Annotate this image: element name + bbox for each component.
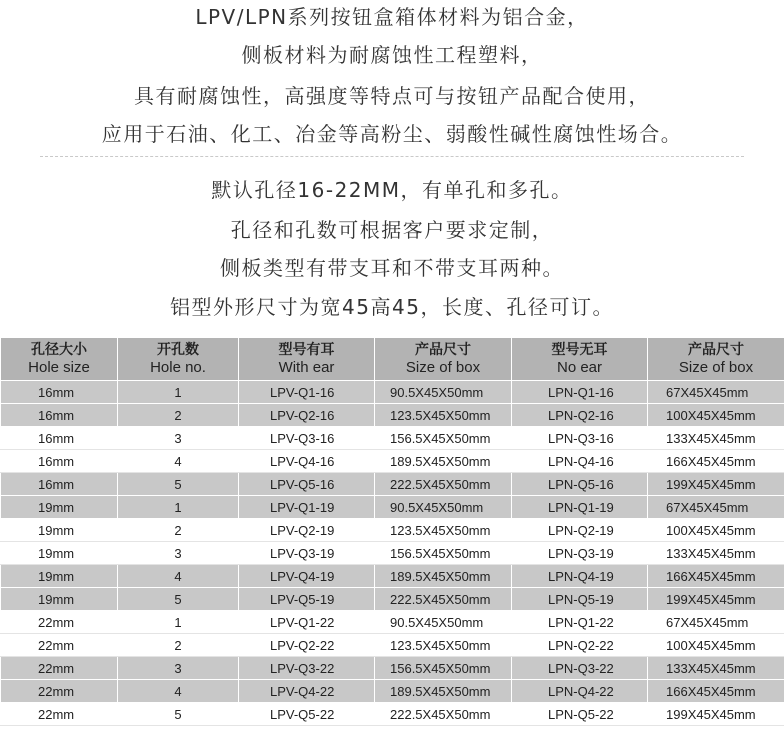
hole-no-cell: 3 xyxy=(118,427,239,450)
no-ear-model-cell: LPN-Q1-16 xyxy=(512,381,648,404)
with-ear-model-cell: LPV-Q1-16 xyxy=(239,381,375,404)
no-ear-model-cell: LPN-Q3-19 xyxy=(512,542,648,565)
no-ear-model-cell: LPN-Q3-22 xyxy=(512,657,648,680)
spec-table xyxy=(0,337,784,726)
dashed-divider xyxy=(40,156,744,157)
hole-size-cell: 19mm xyxy=(1,565,118,588)
hole-no-cell: 3 xyxy=(118,657,239,680)
with-ear-model-cell: LPV-Q3-22 xyxy=(239,657,375,680)
hole-no-cell: 4 xyxy=(118,680,239,703)
spec-line-1: 默认孔径16-22MM，有单孔和多孔。 xyxy=(211,178,573,202)
with-ear-size-cell: 189.5X45X50mm xyxy=(375,450,512,473)
table-row xyxy=(1,496,784,519)
with-ear-size-cell: 90.5X45X50mm xyxy=(375,496,512,519)
hole-size-cell: 22mm xyxy=(1,611,118,634)
hole-size-cell: 19mm xyxy=(1,519,118,542)
hole-no-cell: 1 xyxy=(118,496,239,519)
hole-no-cell: 2 xyxy=(118,404,239,427)
with-ear-size-cell: 90.5X45X50mm xyxy=(375,611,512,634)
table-row xyxy=(1,565,784,588)
header-size-no-ear: 产品尺寸 Size of box xyxy=(648,338,784,381)
hole-size-cell: 16mm xyxy=(1,404,118,427)
table-row xyxy=(1,450,784,473)
hole-no-cell: 3 xyxy=(118,542,239,565)
no-ear-model-cell: LPN-Q2-22 xyxy=(512,634,648,657)
no-ear-size-cell: 166X45X45mm xyxy=(648,565,784,588)
hole-size-cell: 19mm xyxy=(1,588,118,611)
with-ear-size-cell: 123.5X45X50mm xyxy=(375,404,512,427)
header-no-ear: 型号无耳 No ear xyxy=(512,338,648,381)
hole-size-cell: 22mm xyxy=(1,703,118,726)
hole-size-cell: 19mm xyxy=(1,496,118,519)
with-ear-size-cell: 156.5X45X50mm xyxy=(375,542,512,565)
table-row xyxy=(1,680,784,703)
with-ear-model-cell: LPV-Q2-16 xyxy=(239,404,375,427)
with-ear-model-cell: LPV-Q5-16 xyxy=(239,473,375,496)
with-ear-size-cell: 90.5X45X50mm xyxy=(375,381,512,404)
no-ear-size-cell: 67X45X45mm xyxy=(648,496,784,519)
spec-line-4: 铝型外形尺寸为宽45高45，长度、孔径可订。 xyxy=(170,295,614,319)
hole-size-cell: 22mm xyxy=(1,680,118,703)
with-ear-model-cell: LPV-Q3-19 xyxy=(239,542,375,565)
no-ear-model-cell: LPN-Q5-19 xyxy=(512,588,648,611)
hole-no-cell: 2 xyxy=(118,634,239,657)
no-ear-size-cell: 100X45X45mm xyxy=(648,404,784,427)
with-ear-size-cell: 123.5X45X50mm xyxy=(375,519,512,542)
with-ear-model-cell: LPV-Q4-22 xyxy=(239,680,375,703)
table-body xyxy=(1,381,784,726)
no-ear-size-cell: 133X45X45mm xyxy=(648,657,784,680)
hole-no-cell: 4 xyxy=(118,565,239,588)
no-ear-size-cell: 133X45X45mm xyxy=(648,542,784,565)
table-header-row xyxy=(1,338,784,381)
table-row xyxy=(1,657,784,680)
with-ear-size-cell: 189.5X45X50mm xyxy=(375,565,512,588)
table-row xyxy=(1,519,784,542)
hole-size-cell: 16mm xyxy=(1,450,118,473)
no-ear-size-cell: 67X45X45mm xyxy=(648,611,784,634)
no-ear-size-cell: 199X45X45mm xyxy=(648,473,784,496)
no-ear-size-cell: 199X45X45mm xyxy=(648,703,784,726)
no-ear-model-cell: LPN-Q2-19 xyxy=(512,519,648,542)
spec-line-2: 孔径和孔数可根据客户要求定制， xyxy=(230,218,554,242)
hole-no-cell: 1 xyxy=(118,381,239,404)
description-line-1: LPV/LPN系列按钮盒箱体材料为铝合金， xyxy=(195,5,589,29)
no-ear-model-cell: LPN-Q4-16 xyxy=(512,450,648,473)
with-ear-model-cell: LPV-Q4-16 xyxy=(239,450,375,473)
no-ear-size-cell: 199X45X45mm xyxy=(648,588,784,611)
with-ear-size-cell: 222.5X45X50mm xyxy=(375,473,512,496)
header-with-ear: 型号有耳 With ear xyxy=(239,338,375,381)
description-line-4: 应用于石油、化工、冶金等高粉尘、弱酸性碱性腐蚀性场合。 xyxy=(101,122,683,146)
with-ear-size-cell: 222.5X45X50mm xyxy=(375,588,512,611)
hole-size-cell: 19mm xyxy=(1,542,118,565)
hole-no-cell: 4 xyxy=(118,450,239,473)
with-ear-size-cell: 189.5X45X50mm xyxy=(375,680,512,703)
with-ear-model-cell: LPV-Q3-16 xyxy=(239,427,375,450)
no-ear-model-cell: LPN-Q1-19 xyxy=(512,496,648,519)
table-row xyxy=(1,542,784,565)
header-hole-size: 孔径大小 Hole size xyxy=(1,338,118,381)
with-ear-size-cell: 156.5X45X50mm xyxy=(375,427,512,450)
hole-no-cell: 5 xyxy=(118,588,239,611)
description-line-2: 侧板材料为耐腐蚀性工程塑料， xyxy=(241,43,543,67)
hole-size-cell: 22mm xyxy=(1,634,118,657)
no-ear-model-cell: LPN-Q4-22 xyxy=(512,680,648,703)
with-ear-size-cell: 222.5X45X50mm xyxy=(375,703,512,726)
no-ear-size-cell: 100X45X45mm xyxy=(648,634,784,657)
with-ear-model-cell: LPV-Q4-19 xyxy=(239,565,375,588)
hole-size-cell: 16mm xyxy=(1,381,118,404)
table-row xyxy=(1,634,784,657)
table-row xyxy=(1,381,784,404)
with-ear-model-cell: LPV-Q2-22 xyxy=(239,634,375,657)
with-ear-model-cell: LPV-Q1-19 xyxy=(239,496,375,519)
header-size-with-ear: 产品尺寸 Size of box xyxy=(375,338,512,381)
hole-no-cell: 5 xyxy=(118,703,239,726)
with-ear-model-cell: LPV-Q5-22 xyxy=(239,703,375,726)
with-ear-size-cell: 156.5X45X50mm xyxy=(375,657,512,680)
no-ear-model-cell: LPN-Q5-22 xyxy=(512,703,648,726)
no-ear-size-cell: 166X45X45mm xyxy=(648,450,784,473)
with-ear-model-cell: LPV-Q5-19 xyxy=(239,588,375,611)
description-line-3: 具有耐腐蚀性，高强度等特点可与按钮产品配合使用， xyxy=(134,84,650,108)
no-ear-size-cell: 133X45X45mm xyxy=(648,427,784,450)
with-ear-size-cell: 123.5X45X50mm xyxy=(375,634,512,657)
hole-no-cell: 2 xyxy=(118,519,239,542)
no-ear-size-cell: 166X45X45mm xyxy=(648,680,784,703)
hole-no-cell: 5 xyxy=(118,473,239,496)
table-row xyxy=(1,473,784,496)
no-ear-model-cell: LPN-Q2-16 xyxy=(512,404,648,427)
table-row xyxy=(1,588,784,611)
hole-size-cell: 16mm xyxy=(1,473,118,496)
no-ear-size-cell: 100X45X45mm xyxy=(648,519,784,542)
no-ear-model-cell: LPN-Q4-19 xyxy=(512,565,648,588)
hole-no-cell: 1 xyxy=(118,611,239,634)
no-ear-size-cell: 67X45X45mm xyxy=(648,381,784,404)
no-ear-model-cell: LPN-Q1-22 xyxy=(512,611,648,634)
hole-size-cell: 22mm xyxy=(1,657,118,680)
spec-line-3: 侧板类型有带支耳和不带支耳两种。 xyxy=(220,256,564,280)
with-ear-model-cell: LPV-Q1-22 xyxy=(239,611,375,634)
table-row xyxy=(1,703,784,726)
header-hole-no: 开孔数 Hole no. xyxy=(118,338,239,381)
table-row xyxy=(1,404,784,427)
no-ear-model-cell: LPN-Q5-16 xyxy=(512,473,648,496)
with-ear-model-cell: LPV-Q2-19 xyxy=(239,519,375,542)
no-ear-model-cell: LPN-Q3-16 xyxy=(512,427,648,450)
table-row xyxy=(1,611,784,634)
table-row xyxy=(1,427,784,450)
hole-size-cell: 16mm xyxy=(1,427,118,450)
